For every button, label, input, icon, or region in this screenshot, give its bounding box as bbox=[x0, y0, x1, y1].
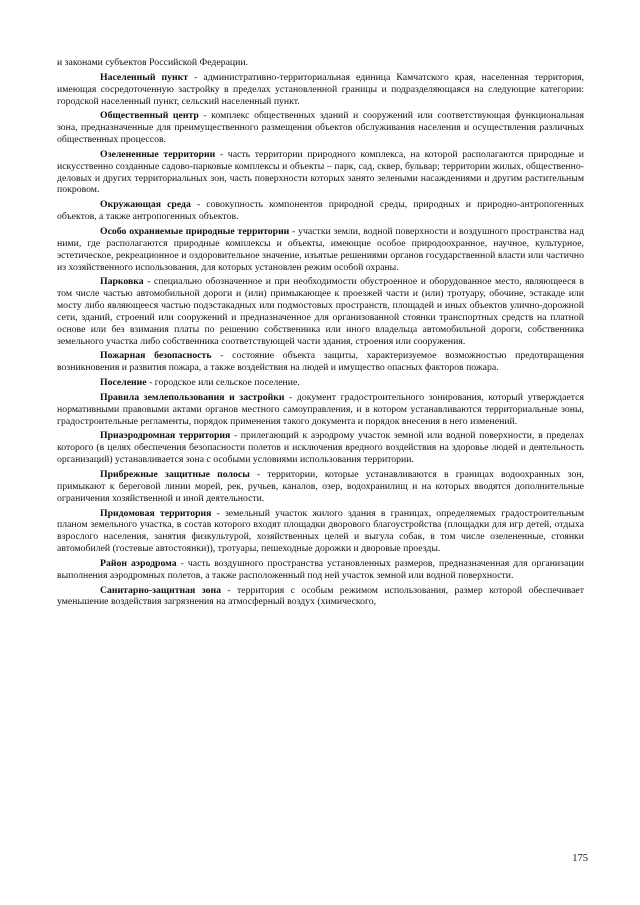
definition-text: - часть территории природного комплекса, на которой располагаются природные и искусственно созданные садово-парковые комплексы и объекты – парк, сад, сквер, бульвар; территории жилых, общественно-деловых и других территориальных зон, часть поверхности которых занято зелеными насаждениями и другим растительным покровом. bbox=[57, 148, 584, 196]
body-text bbox=[57, 57, 584, 608]
definition-paragraph bbox=[57, 469, 584, 505]
definition-paragraph bbox=[57, 350, 584, 374]
definition-text: - состояние объекта защиты, характеризуемое возможностью предотвращения возникновения и развития пожара, а также воздействия на людей и имущество опасных факторов пожара. bbox=[57, 350, 584, 374]
definition-paragraph bbox=[57, 508, 584, 555]
definition-term: Правила землепользования и застройки bbox=[100, 391, 285, 403]
definition-paragraph bbox=[57, 392, 584, 428]
definition-term: Особо охраняемые природные территории bbox=[100, 225, 290, 237]
definition-term: Придомовая территория bbox=[100, 507, 212, 519]
definition-paragraph bbox=[57, 226, 584, 273]
definition-paragraph bbox=[57, 585, 584, 609]
definition-text: - документ градостроительного зонирования, который утверждается нормативными правовыми актами органов местного самоуправления, и в котором устанавливаются территориальные зоны, градостроительные регламенты, порядок применения такого документа и порядок внесения в него изменений. bbox=[57, 391, 584, 427]
definition-paragraph bbox=[57, 72, 584, 108]
definition-term: Поселение bbox=[100, 377, 147, 389]
definition-text: - часть воздушного пространства установленных размеров, предназначенная для организации выполнения аэродромных полетов, а также расположенный под ней участок земной или водной поверхности. bbox=[57, 557, 584, 581]
definition-paragraph bbox=[57, 149, 584, 196]
definition-text: - совокупность компонентов природной среды, природных и природно-антропогенных объектов, а также антропогенных объектов. bbox=[57, 199, 584, 223]
definition-term: Парковка bbox=[100, 276, 144, 288]
definition-paragraph bbox=[57, 430, 584, 466]
definition-paragraph bbox=[57, 377, 584, 389]
definition-term: Озелененные территории bbox=[100, 148, 216, 160]
definition-text: - территории, которые устанавливаются в границах водоохранных зон, примыкают к береговой линии морей, рек, ручьев, каналов, озер, водохранилищ и на которых вводятся дополнительные ограничения хозяйственной и иной деятельности. bbox=[57, 469, 584, 504]
definition-text: - городское или сельское поселение. bbox=[146, 377, 300, 389]
definition-term: Населенный пункт bbox=[100, 71, 189, 83]
definition-term: Пожарная безопасность bbox=[100, 350, 212, 362]
definition-text: - административно-территориальная единица Камчатского края, населенная территория, имеющая сосредоточенную застройку в пределах установленной границы и подразделяющаяся на следующие категории: городской населенный пункт, сельский населенный пункт. bbox=[57, 71, 584, 107]
definition-term: Прибрежные защитные полосы bbox=[100, 469, 250, 480]
definition-paragraph bbox=[57, 199, 584, 223]
definition-term: Общественный центр bbox=[100, 110, 199, 122]
page-number: 175 bbox=[572, 853, 588, 864]
definition-text: - специально обозначенное и при необходимости обустроенное и оборудованное место, являющееся в том числе частью автомобильной дороги и (или) примыкающее к проезжей части и (или) тротуару, обочине, эстакаде или мосту либо являющееся частью подэстакадных или подмостовых пространств, площадей и иных объектов улично-дорожной сети, зданий, строений или сооружений и предназначенное для организованной стоянки транспортных средств на платной основе или без взимания платы по решению собственника или иного владельца автомобильной дороги, собственника земельного участка либо собственника соответствующей части здания, строения или сооружения. bbox=[57, 276, 584, 347]
definition-text: - комплекс общественных зданий и сооружений или соответствующая функциональная зона, предназначенные для преимущественного размещения объектов обслуживания населения и осуществления различных общественных процессов. bbox=[57, 110, 584, 146]
definition-term: Окружающая среда bbox=[100, 199, 191, 211]
definition-text: - участки земли, водной поверхности и воздушного пространства над ними, где располагаются природные комплексы и объекты, имеющие особое природоохранное, научное, культурное, эстетическое, рекреационное и оздоровительное значение, изъятые решениями органов государственной власти или частично из хозяйственного использования, для которых установлен режим особой охраны. bbox=[57, 225, 585, 273]
definition-paragraph bbox=[57, 110, 584, 146]
definition-paragraph bbox=[57, 558, 584, 582]
definition-text: - территория с особым режимом использования, размер которой обеспечивает уменьшение воздействия загрязнения на атмосферный воздух (химического, bbox=[57, 584, 584, 608]
definition-term: Район аэродрома bbox=[100, 557, 177, 569]
definition-term: Приаэродромная территория bbox=[100, 430, 231, 442]
definition-text: - земельный участок жилого здания в границах, определяемых градостроительным планом земельного участка, в состав которого входят площадки дворового благоустройства (площадки для игр детей, отдыха взрослого населения, занятия физкультурой, хозяйственных целей и выгула собак, в том числе озелененные, стоянки автомобилей (гостевые автостоянки)), тротуары, пешеходные дорожки и дворовые проезды. bbox=[57, 507, 584, 555]
definition-text: - прилегающий к аэродрому участок земной или водной поверхности, в пределах которого (в целях обеспечения безопасности полетов и исключения вредного воздействия на здоровье людей и деятельность организаций) устанавливается зона с особыми условиями использования территории. bbox=[57, 430, 584, 466]
definition-paragraph bbox=[57, 276, 584, 347]
continuation-paragraph: и законами субъектов Российской Федерации. bbox=[57, 57, 248, 68]
definition-term: Санитарно-защитная зона bbox=[100, 584, 221, 596]
